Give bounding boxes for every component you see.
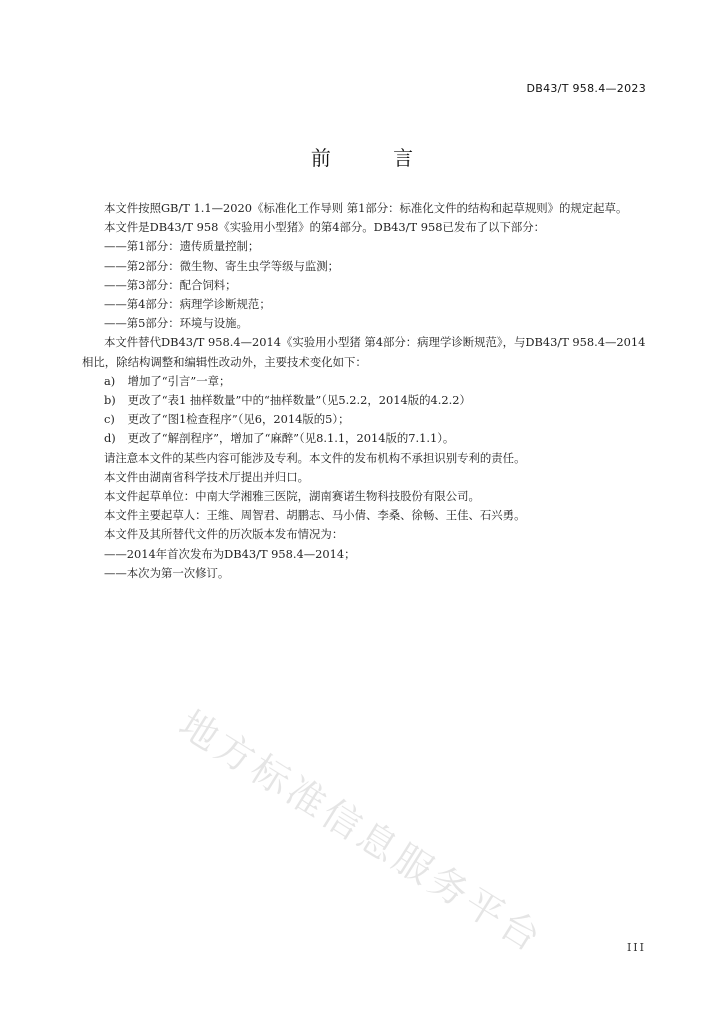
- paragraph-replacement: 本文件替代DB43/T 958.4—2014《实验用小型猪 第4部分：病理学诊断规范》，与DB43/T 958.4—2014相比，除结构调整和编辑性改动外，主要技术变化如下：: [82, 335, 646, 369]
- list-item: ——第2部分：微生物、寄生虫学等级与监测；: [104, 258, 340, 273]
- list-marker: c): [104, 412, 115, 427]
- list-marker: d): [104, 431, 116, 446]
- paragraph-history-intro: 本文件及其所替代文件的历次版本发布情况为：: [104, 527, 344, 542]
- list-text: 更改了“图1检查程序”（见6，2014版的5）；: [127, 412, 350, 427]
- list-marker: b): [104, 393, 116, 408]
- paragraph-proposer: 本文件由湖南省科学技术厅提出并归口。: [104, 469, 310, 484]
- list-item: ——第3部分：配合饲料；: [104, 277, 237, 292]
- list-text: 更改了“表1 抽样数量”中的“抽样数量”（见5.2.2，2014版的4.2.2）: [127, 393, 471, 408]
- paragraph-drafting-units: 本文件起草单位：中南大学湘雅三医院，湖南赛诺生物科技股份有限公司。: [104, 489, 480, 504]
- document-code: DB43/T 958.4—2023: [526, 82, 646, 95]
- list-item: [82, 372, 648, 391]
- page-title: 前 言: [310, 146, 442, 170]
- list-item: [82, 429, 648, 448]
- list-item: [82, 391, 648, 410]
- paragraph-series-intro: 本文件是DB43/T 958《实验用小型猪》的第4部分。DB43/T 958已发布了以下部分：: [104, 220, 545, 235]
- list-marker: a): [104, 373, 116, 388]
- page-number: III: [626, 941, 646, 954]
- list-text: 增加了“引言”一章；: [127, 373, 231, 388]
- list-item: [82, 410, 648, 429]
- paragraph-drafting-rules: 本文件按照GB/T 1.1—2020《标准化工作导则 第1部分：标准化文件的结构和起草规则》的规定起草。: [104, 201, 628, 215]
- foreword-body: [82, 199, 648, 583]
- paragraph-drafters: 本文件主要起草人：王维、周智君、胡鹏志、马小倩、李桑、徐畅、王佳、石兴勇。: [104, 508, 526, 523]
- watermark: 地方标准信息服务平台: [171, 701, 551, 962]
- list-text: 更改了“解剖程序”，增加了“麻醉”（见8.1.1，2014版的7.1.1）。: [127, 431, 455, 446]
- list-item: ——第1部分：遗传质量控制；: [104, 239, 260, 254]
- list-item: ——2014年首次发布为DB43/T 958.4—2014；: [104, 546, 356, 561]
- list-item: ——本次为第一次修订。: [104, 565, 230, 580]
- paragraph-patent-notice: 请注意本文件的某些内容可能涉及专利。本文件的发布机构不承担识别专利的责任。: [104, 450, 526, 465]
- list-item: ——第4部分：病理学诊断规范；: [104, 297, 271, 312]
- list-item: ——第5部分：环境与设施。: [104, 316, 248, 331]
